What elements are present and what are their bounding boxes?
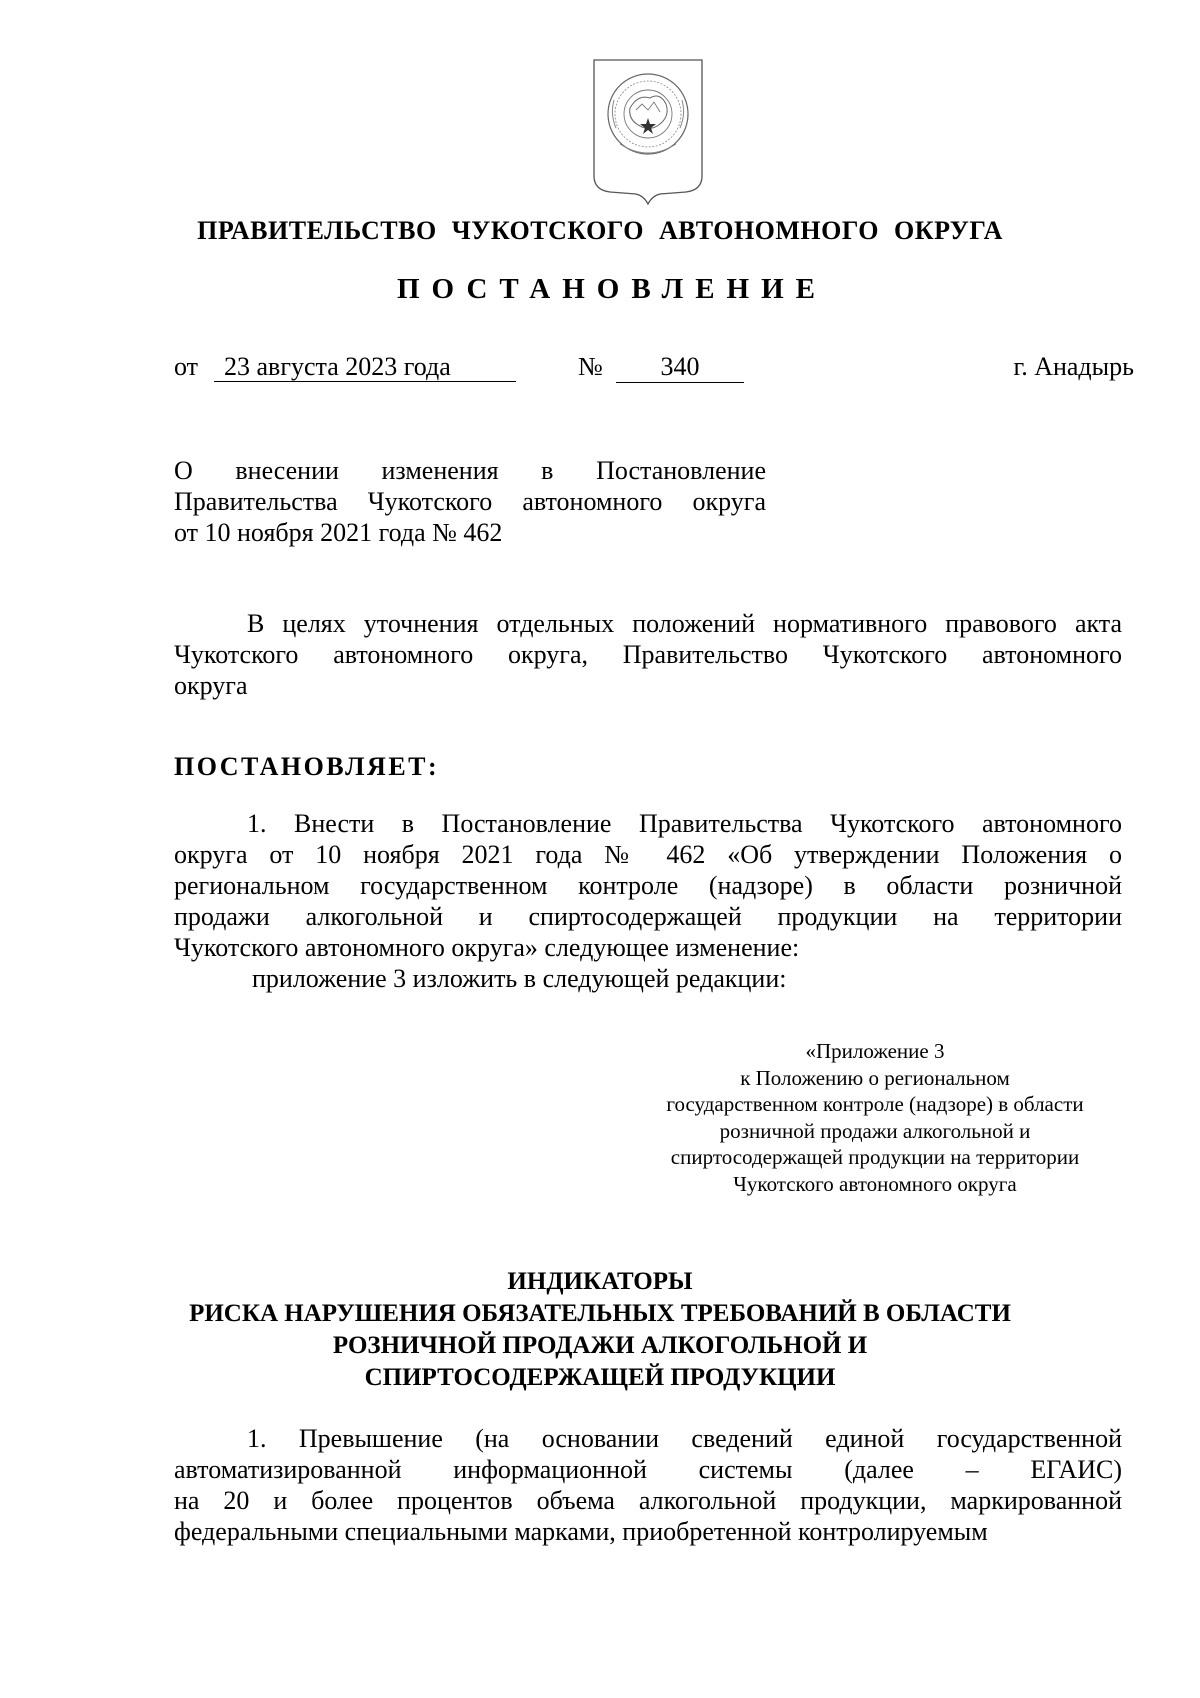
paragraph-line: автоматизированной информационной системы (далее – ЕГАИС) bbox=[174, 1455, 1122, 1484]
subject-line: Правительства Чукотского автономного округа bbox=[174, 487, 766, 516]
indicators-heading bbox=[0, 1266, 1200, 1394]
decree-word: ПОСТАНОВЛЯЕТ: bbox=[174, 752, 440, 781]
heading-line: СПИРТОСОДЕРЖАЩЕЙ ПРОДУКЦИИ bbox=[364, 1364, 836, 1391]
subject-line: от 10 ноября 2021 года № 462 bbox=[174, 518, 503, 547]
appendix-line: розничной продажи алкогольной и bbox=[719, 1118, 1031, 1143]
paragraph-line: продажи алкогольной и спиртосодержащей продукции на территории bbox=[174, 902, 1122, 931]
coat-of-arms-icon bbox=[590, 58, 706, 206]
paragraph-line: 1. Внести в Постановление Правительства Чукотского автономного bbox=[247, 809, 1122, 838]
paragraph-line: округа от 10 ноября 2021 года № 462 «Об утверждении Положения о bbox=[174, 840, 1122, 869]
indicator-1-paragraph bbox=[174, 1423, 1122, 1547]
paragraph-line: федеральными специальными марками, приобретенной контролируемым bbox=[174, 1517, 988, 1546]
appendix-line: государственном контроле (надзоре) в области bbox=[666, 1092, 1084, 1116]
subject-line: О внесении изменения в Постановление bbox=[174, 456, 766, 485]
paragraph-line: приложение 3 изложить в следующей редакции: bbox=[252, 964, 787, 993]
paragraph-line: Чукотского автономного округа, Правительство Чукотского автономного bbox=[174, 640, 1122, 669]
document-subject bbox=[174, 455, 766, 548]
appendix-line: Чукотского автономного округа bbox=[733, 1171, 1017, 1196]
date-prefix: от bbox=[174, 352, 199, 381]
organization-title: ПРАВИТЕЛЬСТВО ЧУКОТСКОГО АВТОНОМНОГО ОКРУГА bbox=[197, 216, 1003, 245]
document-type-title: ПОСТАНОВЛЕНИЕ bbox=[396, 273, 827, 305]
paragraph-line: региональном государственном контроле (надзоре) в области розничной bbox=[174, 871, 1122, 900]
document-number: 340 bbox=[616, 352, 744, 383]
document-date: 23 августа 2023 года bbox=[214, 352, 516, 382]
heading-line: ИНДИКАТОРЫ bbox=[507, 1268, 693, 1295]
paragraph-line: В целях уточнения отдельных положений нормативного правового акта bbox=[247, 609, 1122, 638]
appendix-line: «Приложение 3 bbox=[805, 1039, 945, 1063]
appendix-line: к Положению о региональном bbox=[740, 1065, 1010, 1090]
document-city: г. Анадырь bbox=[1013, 352, 1134, 381]
appendix-reference bbox=[600, 1038, 1150, 1197]
preamble-paragraph bbox=[174, 608, 1122, 701]
document-meta-line bbox=[174, 352, 1134, 388]
number-sign: № bbox=[578, 352, 603, 381]
item-1-paragraph bbox=[174, 808, 1122, 994]
paragraph-line: Чукотского автономного округа» следующее изменение: bbox=[174, 933, 800, 962]
paragraph-line: округа bbox=[174, 671, 248, 700]
heading-line: РИСКА НАРУШЕНИЯ ОБЯЗАТЕЛЬНЫХ ТРЕБОВАНИЙ В ОБЛАСТИ bbox=[189, 1300, 1011, 1327]
paragraph-line: 1. Превышение (на основании сведений единой государственной bbox=[247, 1424, 1122, 1453]
paragraph-line: на 20 и более процентов объема алкогольной продукции, маркированной bbox=[174, 1486, 1122, 1515]
appendix-line: спиртосодержащей продукции на территории bbox=[670, 1145, 1080, 1169]
heading-line: РОЗНИЧНОЙ ПРОДАЖИ АЛКОГОЛЬНОЙ И bbox=[332, 1332, 868, 1359]
